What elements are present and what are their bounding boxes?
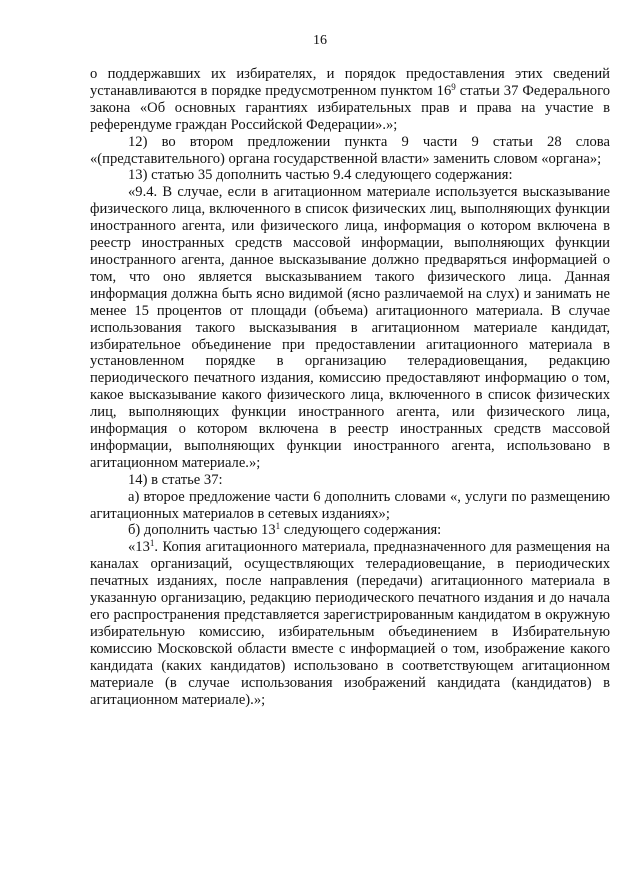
paragraph-item-13 — [90, 167, 610, 184]
superscript-number: 1 — [275, 521, 281, 532]
paragraph-article-13-1 — [90, 539, 610, 708]
paragraph-text: о поддержавших их избирателях, и порядок предоставления этих сведений устанавливаются в порядке предусмотренном пунктом 16 — [90, 66, 610, 99]
paragraph-article-9-4 — [90, 184, 610, 471]
paragraph-text: б) дополнить частью 13 — [128, 522, 276, 539]
superscript-number: 1 — [149, 538, 155, 549]
paragraph-text: 12) во втором предложении пункта 9 части 9 статьи 28 слова «(представительного) органа государственной власти» заменить словом «органа»; — [90, 133, 610, 167]
paragraph-text: статьи 37 Федерального закона «Об основных гарантиях избирательных прав и права на участие в референдуме граждан Российской Федерации».»; — [90, 82, 610, 133]
paragraph-item-12 — [90, 134, 610, 168]
paragraph-item-14-b — [90, 522, 610, 539]
paragraph-item-14-a — [90, 489, 610, 523]
superscript-number: 9 — [451, 81, 456, 92]
paragraph-text: 14) в статье 37: — [128, 471, 223, 488]
paragraph-text: 13) статью 35 дополнить частью 9.4 следующего содержания: — [128, 167, 513, 184]
paragraph-text: «13 — [128, 539, 150, 556]
page-number: 16 — [313, 33, 327, 48]
paragraph-text: следующего содержания: — [280, 522, 442, 539]
paragraph-text: . Копия агитационного материала, предназначенного для размещения на каналах организаций, осуществляющих телерадиовещание, в периодических печатных изданиях, после направления (передачи) агитационного материала в указанную организацию, редакцию периодического печатного издания и до начала его распространения представляется зарегистрированным кандидатом в окружную избирательную комиссию, избирательным объединением в Избирательную комиссию Московской области вместе с информацией о том, изображение какого кандидата (каких кандидатов) использовано в соответствующем агитационном материале (в случае использования изображений кандидата (кандидатов) в агитационном материале).»; — [90, 539, 610, 708]
paragraph-continuation — [90, 66, 610, 134]
paragraph-text: а) второе предложение части 6 дополнить словами «, услуги по размещению агитационных материалов в сетевых изданиях»; — [90, 488, 610, 522]
document-body — [90, 66, 610, 708]
paragraph-item-14 — [90, 472, 610, 489]
paragraph-text: «9.4. В случае, если в агитационном материале используется высказывание физического лица, включенного в список физических лиц, выполняющих функции иностранного агента, или физического лица, информация о котором включена в реестр иностранных средств массовой информации, выполняющих функции иностранного агента, данное высказывание должно предваряться информацией о том, что оно является высказыванием такого физического лица. Данная информация должна быть ясно видимой (ясно различаемой на слух) и занимать не менее 15 процентов от площади (объема) агитационного материала. В случае использования такого высказывания в агитационном материале кандидат, избирательное объединение при предоставлении агитационного материала в установленном порядке в организацию телерадиовещания, редакцию периодического печатного издания, комиссию предоставляют информацию о том, какое высказывание какого физического лица, включенного в список физических лиц, выполняющих функции иностранного агента, или физического лица, информация о котором включена в реестр иностранных средств массовой информации, выполняющих функции иностранного агента, использовано в агитационном материале.»; — [90, 184, 610, 471]
